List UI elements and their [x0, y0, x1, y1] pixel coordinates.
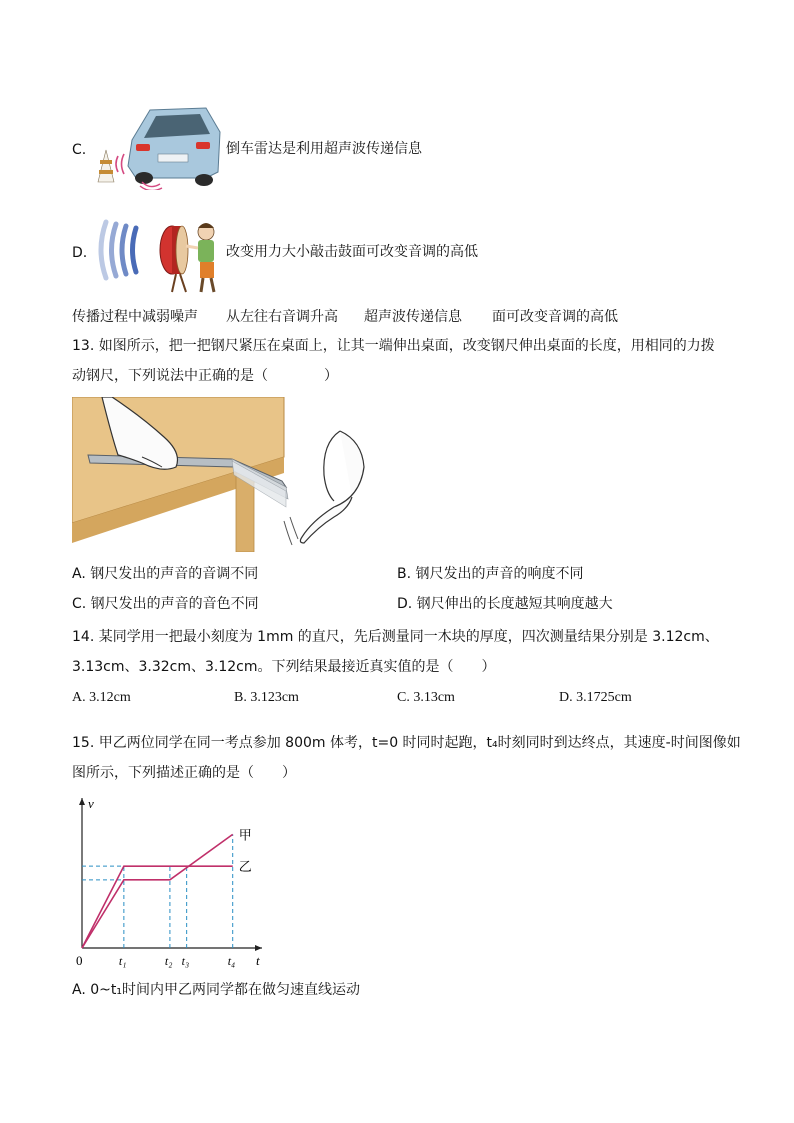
x-axis-arrow: [255, 945, 262, 951]
x-axis-label: t: [256, 953, 260, 968]
series-label-2: 乙: [238, 859, 252, 875]
q14-option-a: A. 3.12cm: [72, 690, 131, 705]
car-reversing-radar-illustration: [88, 104, 223, 190]
steel-ruler-illustration: [72, 397, 372, 552]
summary-item-3: 超声波传递信息: [364, 309, 462, 325]
drum-illustration: [92, 206, 224, 296]
summary-item-1: 传播过程中减弱噪声: [72, 309, 198, 325]
y-axis-label: v: [88, 796, 94, 811]
series-line-1: [82, 834, 233, 948]
x-tick-label: t₃: [181, 954, 190, 968]
q15-option-a: A. 0~t₁时间内甲乙两同学都在做匀速直线运动: [72, 982, 360, 998]
q13-option-c: C. 钢尺发出的声音的音色不同: [72, 596, 259, 612]
q14-option-d: D. 3.1725cm: [559, 690, 632, 705]
summary-item-4: 面可改变音调的高低: [492, 309, 618, 325]
series-line-2: [82, 866, 233, 948]
q15-stem-line1: 15. 甲乙两位同学在同一考点参加 800m 体考，t=0 时同时起跑，t₄时刻同时到达终点，其速度-时间图像如: [72, 735, 741, 751]
q14-stem-line2: 3.13cm、3.32cm、3.12cm。下列结果最接近真实值的是（ ）: [72, 659, 496, 675]
x-tick-label: t₁: [118, 954, 127, 968]
option-c-letter: C.: [72, 142, 87, 158]
q13-option-a: A. 钢尺发出的声音的音调不同: [72, 566, 259, 582]
q13-stem-line1: 13. 如图所示，把一把钢尺紧压在桌面上，让其一端伸出桌面，改变钢尺伸出桌面的长度，用相同的力拨: [72, 338, 715, 354]
q14-stem-line1: 14. 某同学用一把最小刻度为 1mm 的直尺，先后测量同一木块的厚度，四次测量结果分别是 3.12cm、: [72, 629, 719, 645]
q14-option-b: B. 3.123cm: [234, 690, 299, 705]
q13-option-b: B. 钢尺发出的声音的响度不同: [397, 566, 584, 582]
option-c-text: 倒车雷达是利用超声波传递信息: [226, 141, 422, 157]
x-tick-label: t₄: [227, 954, 236, 968]
option-d-text: 改变用力大小敲击鼓面可改变音调的高低: [226, 244, 478, 260]
summary-item-2: 从左往右音调升高: [226, 309, 338, 325]
y-axis-arrow: [79, 798, 85, 805]
series-label-1: 甲: [238, 827, 252, 843]
origin-label: 0: [76, 953, 83, 968]
q13-stem-line2: 动钢尺，下列说法中正确的是（ ）: [72, 368, 338, 384]
option-d-letter: D.: [72, 245, 88, 261]
q13-option-d: D. 钢尺伸出的长度越短其响度越大: [397, 596, 613, 612]
x-tick-label: t₂: [164, 954, 173, 968]
velocity-time-chart: [72, 790, 272, 970]
q14-option-c: C. 3.13cm: [397, 690, 455, 705]
q15-stem-line2: 图所示，下列描述正确的是（ ）: [72, 765, 296, 781]
